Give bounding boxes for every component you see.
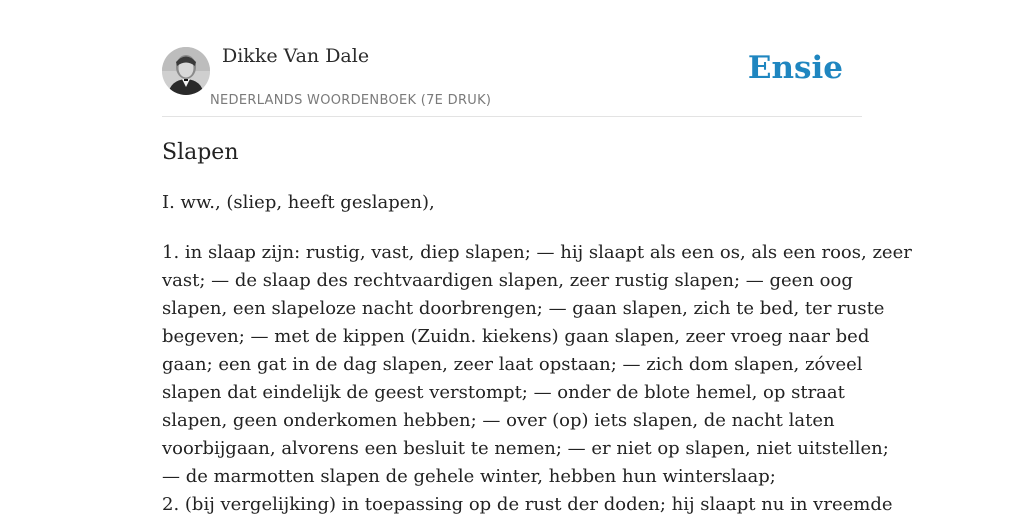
page-content <box>162 0 912 515</box>
definition-text <box>162 239 912 519</box>
definition-line: — de marmotten slapen de gehele winter, hebben hun winterslaap; <box>162 466 776 487</box>
entry-header <box>162 0 862 117</box>
portrait-image <box>162 47 210 95</box>
definition-line: 2. (bij vergelijking) in toepassing op de rust der doden; hij slaapt nu in vreemde <box>162 494 893 515</box>
definition-line: voorbijgaan, alvorens een besluit te nemen; — er niet op slapen, niet uitstellen; <box>162 438 889 459</box>
grammar-note: I. ww., (sliep, heeft geslapen), <box>162 192 435 213</box>
author-name[interactable]: Dikke Van Dale <box>222 45 370 67</box>
definition-line: vast; — de slaap des rechtvaardigen slapen, zeer rustig slapen; — geen oog <box>162 270 853 291</box>
definition-line: slapen, geen onderkomen hebben; — over (op) iets slapen, de nacht laten <box>162 410 835 431</box>
definition-line: gaan; een gat in de dag slapen, zeer laat opstaan; — zich dom slapen, zóveel <box>162 354 863 375</box>
author-avatar[interactable] <box>162 47 210 95</box>
definition-line: slapen, een slapeloze nacht doorbrengen; — gaan slapen, zich te bed, ter ruste <box>162 298 885 319</box>
ensie-logo-link[interactable]: Ensie <box>747 50 843 86</box>
definition-line: 1. in slaap zijn: rustig, vast, diep slapen; — hij slaapt als een os, als een roos, zeer <box>162 242 912 263</box>
entry-title: Slapen <box>162 140 239 165</box>
source-title[interactable]: NEDERLANDS WOORDENBOEK (7E DRUK) <box>210 93 492 108</box>
definition-line: begeven; — met de kippen (Zuidn. kiekens) gaan slapen, zeer vroeg naar bed <box>162 326 870 347</box>
definition-line: slapen dat eindelijk de geest verstompt; — onder de blote hemel, op straat <box>162 382 845 403</box>
